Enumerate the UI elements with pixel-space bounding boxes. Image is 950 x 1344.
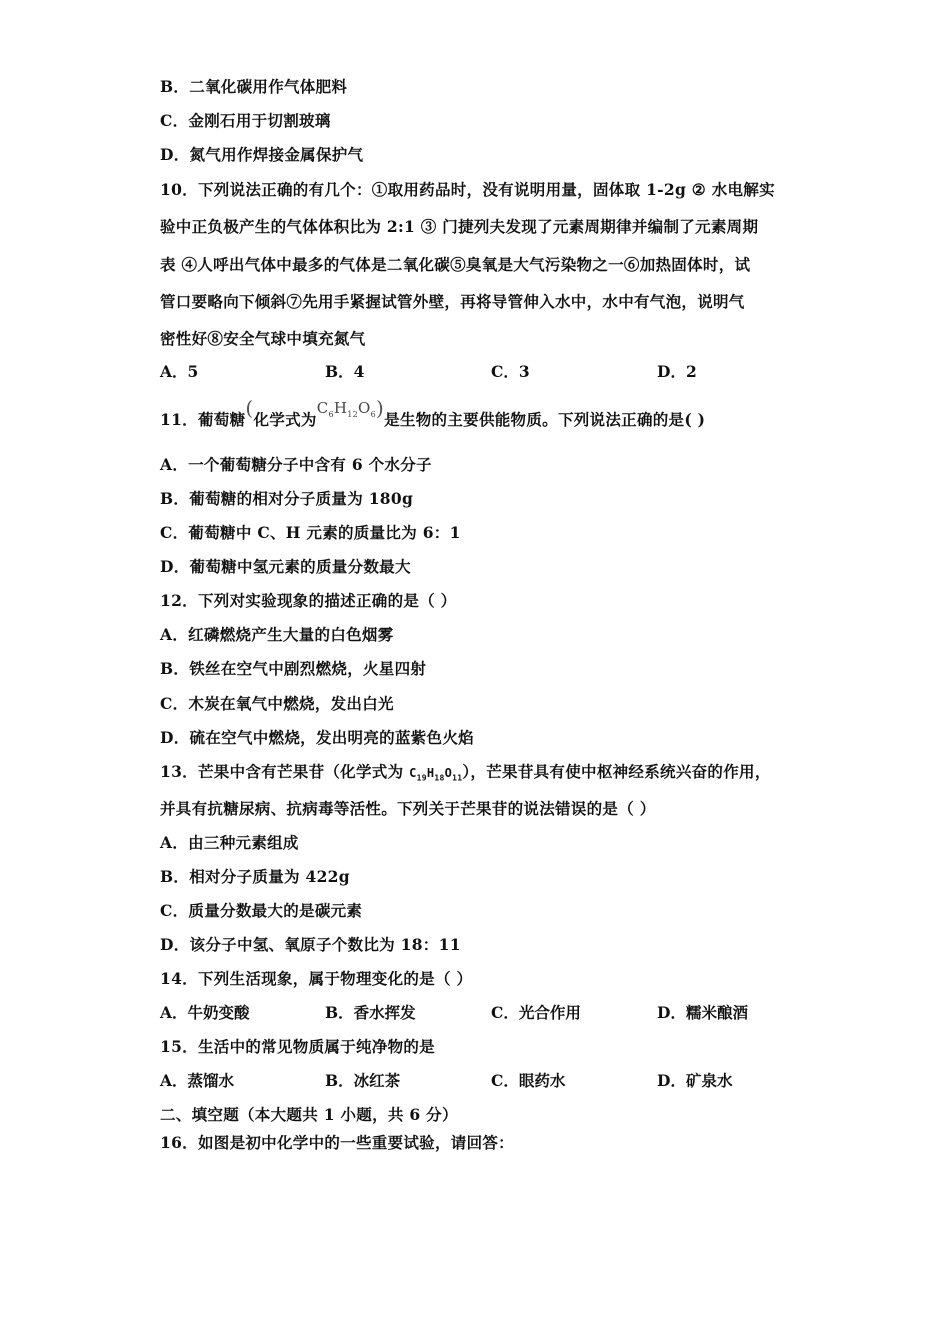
q12-option-a: A．红磷燃烧产生大量的白色烟雾 <box>160 625 394 644</box>
q12-stem: 12．下列对实验现象的描述正确的是（ ） <box>160 591 457 610</box>
glucose-formula: $C_6H_{12}O_6$ <box>316 399 377 419</box>
q12-option-c: C．木炭在氧气中燃烧，发出白光 <box>160 694 394 713</box>
q15-option-c: C．眼药水 <box>491 1071 566 1090</box>
q10-stem-line4: 管口要略向下倾斜⑦先用手紧握试管外壁，再将导管伸入水中，水中有气泡，说明气 <box>160 292 745 311</box>
q12-option-b: B．铁丝在空气中剧烈燃烧，火星四射 <box>160 659 427 678</box>
q13-option-a: A．由三种元素组成 <box>160 833 299 852</box>
mangiferin-formula: $C_{19}H_{18}O_{11}$ <box>409 766 463 783</box>
q13-stem-line2: 并具有抗糖尿病、抗病毒等活性。下列关于芒果苷的说法错误的是（ ） <box>160 799 656 818</box>
q13-option-c: C．质量分数最大的是碳元素 <box>160 901 363 920</box>
q14-stem: 14．下列生活现象，属于物理变化的是（ ） <box>160 969 473 988</box>
q14-options <box>160 1003 800 1023</box>
q10-option-c: C．3 <box>491 362 530 381</box>
q10-option-b: B．4 <box>325 362 365 381</box>
q14-option-a: A．牛奶变酸 <box>160 1003 250 1022</box>
q12-option-d: D．硫在空气中燃烧，发出明亮的蓝紫色火焰 <box>160 728 474 747</box>
q10-option-d: D．2 <box>657 362 697 381</box>
q11-option-a: A．一个葡萄糖分子中含有 6 个水分子 <box>160 455 432 474</box>
q9-option-b: B．二氧化碳用作气体肥料 <box>160 77 348 96</box>
q14-option-c: C．光合作用 <box>491 1003 581 1022</box>
q11-paren-close: ) <box>376 396 385 420</box>
q14-option-d: D．糯米酿酒 <box>657 1003 748 1022</box>
q11-option-b: B．葡萄糖的相对分子质量为 180g <box>160 489 414 508</box>
q9-option-d: D．氮气用作焊接金属保护气 <box>160 145 364 164</box>
q15-options <box>160 1071 800 1091</box>
q10-option-a: A．5 <box>160 362 199 381</box>
q15-option-a: A．蒸馏水 <box>160 1071 235 1090</box>
q11-option-c: C．葡萄糖中 C、H 元素的质量比为 6：1 <box>160 523 461 542</box>
q11-paren-open: ( <box>245 396 254 420</box>
q10-stem-line2: 验中正负极产生的气体体积比为 2:1 ③ 门捷列夫发现了元素周期律并编制了元素周期 <box>160 217 759 236</box>
q9-option-c: C．金刚石用于切割玻璃 <box>160 111 331 130</box>
q10-stem-line5: 密性好⑧安全气球中填充氮气 <box>160 329 366 348</box>
q10-options <box>160 362 800 382</box>
q10-stem-line1: 10．下列说法正确的有几个：①取用药品时，没有说明用量，固体取 1-2g ② 水电解实 <box>160 180 775 199</box>
q13-option-b: B．相对分子质量为 422g <box>160 867 350 886</box>
section-heading: 二、填空题（本大题共 1 小题，共 6 分） <box>160 1105 458 1124</box>
q15-option-b: B．冰红茶 <box>325 1071 401 1090</box>
q11-stem <box>160 396 706 437</box>
q10-stem-line3: 表 ④人呼出气体中最多的气体是二氧化碳⑤臭氧是大气污染物之一⑥加热固体时，试 <box>160 255 751 274</box>
q11-suffix: 是生物的主要供能物质。下列说法正确的是( ) <box>384 410 706 429</box>
q11-formula-label: 化学式为 <box>253 410 317 429</box>
q14-option-b: B．香水挥发 <box>325 1003 416 1022</box>
q15-option-d: D．矿泉水 <box>657 1071 733 1090</box>
q13-option-d: D．该分子中氢、氧原子个数比为 18：11 <box>160 935 461 954</box>
q11-prefix: 11．葡萄糖 <box>160 410 246 429</box>
q13-stem-line1: 13．芒果中含有芒果苷（化学式为 $C_{19}H_{18}O_{11}$），芒果苷具有使中枢神经系统兴奋的作用， <box>160 762 771 783</box>
q15-stem: 15．生活中的常见物质属于纯净物的是 <box>160 1037 435 1056</box>
q16-stem: 16．如图是初中化学中的一些重要试验，请回答： <box>160 1133 514 1152</box>
q11-option-d: D．葡萄糖中氢元素的质量分数最大 <box>160 557 411 576</box>
